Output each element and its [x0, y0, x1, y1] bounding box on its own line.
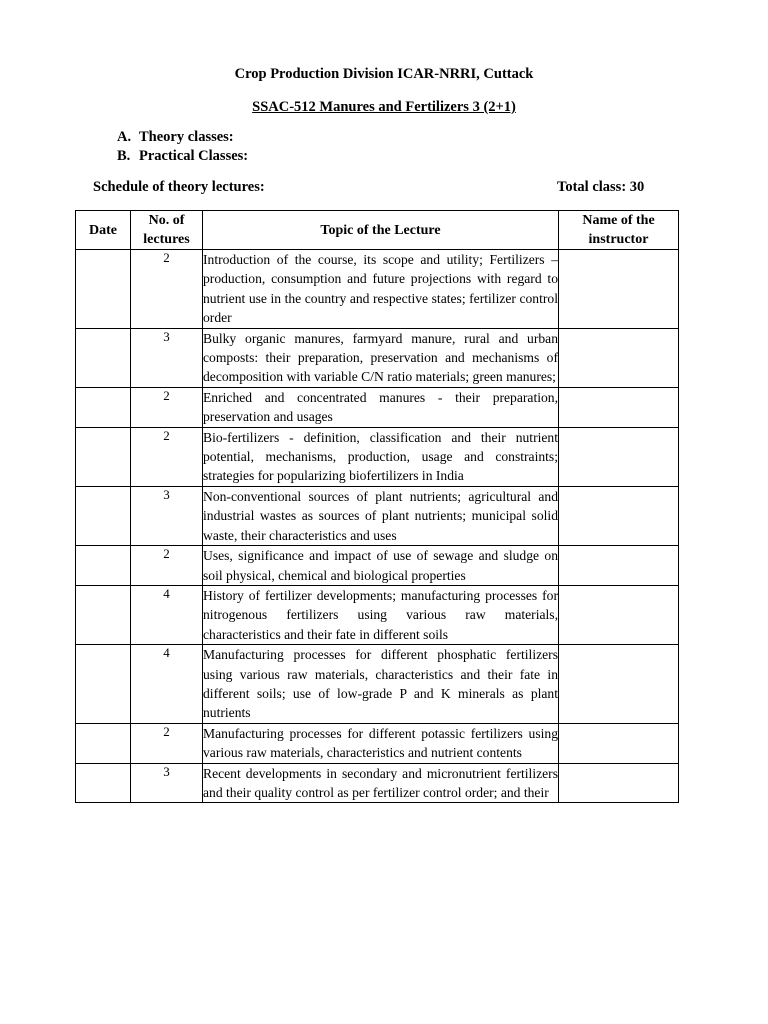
lectures-cell: 3 — [131, 486, 203, 545]
instructor-cell — [559, 250, 679, 329]
table-row — [76, 723, 679, 763]
instructor-cell — [559, 387, 679, 427]
lectures-cell: 2 — [131, 250, 203, 329]
list-marker: A. — [117, 129, 132, 145]
table-row — [76, 763, 679, 803]
lectures-cell: 4 — [131, 585, 203, 644]
instructor-cell — [559, 763, 679, 803]
table-body — [76, 250, 679, 803]
topic-cell: Uses, significance and impact of use of sewage and sludge on soil physical, chemical and biological properties — [203, 546, 559, 586]
table-row — [76, 250, 679, 329]
course-title: SSAC-512 Manures and Fertilizers 3 (2+1) — [252, 99, 516, 115]
table-row — [76, 645, 679, 724]
lectures-cell: 2 — [131, 546, 203, 586]
topic-cell: Non-conventional sources of plant nutrients; agricultural and industrial wastes as sources of plant nutrients; municipal solid waste, their characteristics and uses — [203, 486, 559, 545]
lectures-cell: 2 — [131, 427, 203, 486]
instructor-cell — [559, 328, 679, 387]
date-cell — [76, 250, 131, 329]
topic-cell: Enriched and concentrated manures - their preparation, preservation and usages — [203, 387, 559, 427]
list-item-practical-classes — [117, 148, 248, 165]
list-item-theory-classes — [117, 129, 234, 146]
topic-cell: Bio-fertilizers - definition, classification and their nutrient potential, mechanisms, production, usage and constraints; strategies for popularizing biofertilizers in India — [203, 427, 559, 486]
total-class-label: Total class: 30 — [557, 179, 645, 195]
lectures-cell: 4 — [131, 645, 203, 724]
date-cell — [76, 585, 131, 644]
table-row — [76, 486, 679, 545]
date-cell — [76, 328, 131, 387]
table-header-row — [76, 211, 679, 250]
date-cell — [76, 763, 131, 803]
list-label: Theory classes: — [139, 129, 234, 145]
list-label: Practical Classes: — [139, 148, 249, 164]
topic-cell: History of fertilizer developments; manufacturing processes for nitrogenous fertilizers using various raw materials, characteristics and their fate in different soils — [203, 585, 559, 644]
header-no-of-lectures: No. of lectures — [131, 211, 203, 250]
date-cell — [76, 723, 131, 763]
topic-cell: Manufacturing processes for different potassic fertilizers using various raw materials, characteristics and nutrient contents — [203, 723, 559, 763]
lectures-cell: 3 — [131, 763, 203, 803]
instructor-cell — [559, 486, 679, 545]
instructor-cell — [559, 427, 679, 486]
lectures-cell: 2 — [131, 723, 203, 763]
header-date: Date — [76, 211, 131, 250]
table-row — [76, 546, 679, 586]
date-cell — [76, 427, 131, 486]
lecture-schedule-table — [75, 210, 679, 803]
header-instructor: Name of the instructor — [559, 211, 679, 250]
document-title: Crop Production Division ICAR-NRRI, Cuttack — [234, 66, 534, 82]
topic-cell: Bulky organic manures, farmyard manure, rural and urban composts: their preparation, preservation and mechanisms of decomposition with variable C/N ratio materials; green manures; — [203, 328, 559, 387]
lectures-cell: 3 — [131, 328, 203, 387]
topic-cell: Introduction of the course, its scope and utility; Fertilizers – production, consumption and future projections with regard to nutrient use in the country and respective states; fertilizer control order — [203, 250, 559, 329]
table-row — [76, 427, 679, 486]
instructor-cell — [559, 546, 679, 586]
instructor-cell — [559, 645, 679, 724]
list-marker: B. — [117, 148, 131, 164]
table-row — [76, 387, 679, 427]
table-row — [76, 585, 679, 644]
lectures-cell: 2 — [131, 387, 203, 427]
date-cell — [76, 546, 131, 586]
table-row — [76, 328, 679, 387]
schedule-label: Schedule of theory lectures: — [93, 179, 265, 195]
date-cell — [76, 486, 131, 545]
topic-cell: Manufacturing processes for different phosphatic fertilizers using various raw materials, characteristics and their fate in different soils; use of low-grade P and K minerals as plant nutrients — [203, 645, 559, 724]
date-cell — [76, 387, 131, 427]
instructor-cell — [559, 723, 679, 763]
instructor-cell — [559, 585, 679, 644]
header-topic: Topic of the Lecture — [203, 211, 559, 250]
date-cell — [76, 645, 131, 724]
topic-cell: Recent developments in secondary and micronutrient fertilizers and their quality control as per fertilizer control order; and their — [203, 763, 559, 803]
